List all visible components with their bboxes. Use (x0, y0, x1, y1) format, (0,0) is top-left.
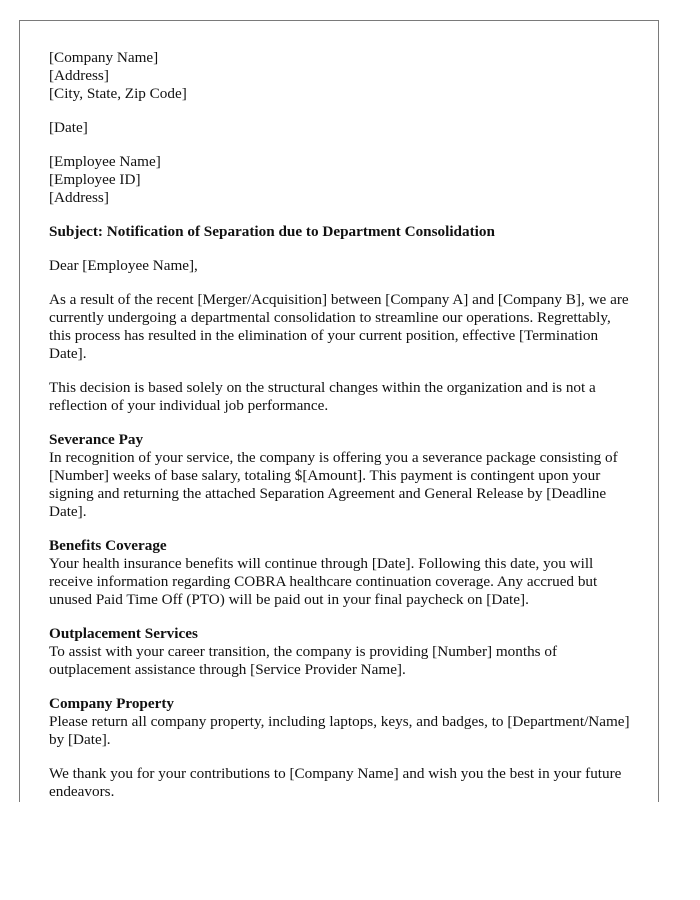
section-title: Outplacement Services (49, 625, 198, 642)
section-body: Your health insurance benefits will continue through [Date]. Following this date, you will receive information regarding COBRA healthcare continuation coverage. Any accrued but unused Paid Time Off (PTO) will be paid out in your final paycheck on [Date]. (49, 555, 598, 608)
sender-city-state-zip: [City, State, Zip Code] (49, 85, 187, 102)
section-body: In recognition of your service, the company is offering you a severance package consisting of [Number] weeks of base salary, totaling $[Amount]. This payment is contingent upon your signing and returning the attached Separation Agreement and General Release by [Deadline Date]. (49, 449, 618, 520)
sender-block (49, 49, 630, 103)
sender-company-name: [Company Name] (49, 49, 159, 66)
section-benefits-coverage (49, 537, 630, 609)
recipient-employee-name: [Employee Name] (49, 153, 161, 170)
recipient-address: [Address] (49, 189, 109, 206)
letter-date (49, 119, 630, 137)
decision-paragraph: This decision is based solely on the structural changes within the organization and is not a reflection of your individual job performance. (49, 379, 596, 414)
letter-page (19, 20, 659, 802)
section-company-property (49, 695, 630, 749)
intro-paragraph: As a result of the recent [Merger/Acquisition] between [Company A] and [Company B], we are currently undergoing a departmental consolidation to streamline our operations. Regrettably, this process has resulted in the elimination of your current position, effective [Termination Date]. (49, 291, 629, 362)
sender-address: [Address] (49, 67, 109, 84)
date-text: [Date] (49, 119, 88, 136)
section-body: Please return all company property, including laptops, keys, and badges, to [Department/Name] by [Date]. (49, 713, 630, 748)
section-title: Benefits Coverage (49, 537, 167, 554)
salutation: Dear [Employee Name], (49, 257, 198, 274)
closing-paragraph: We thank you for your contributions to [Company Name] and wish you the best in your future endeavors. (49, 765, 622, 800)
recipient-block (49, 153, 630, 207)
section-outplacement-services (49, 625, 630, 679)
subject-line: Subject: Notification of Separation due to Department Consolidation (49, 223, 495, 240)
section-title: Company Property (49, 695, 175, 712)
section-body: To assist with your career transition, the company is providing [Number] months of outplacement assistance through [Service Provider Name]. (49, 643, 558, 678)
section-title: Severance Pay (49, 431, 144, 448)
section-severance-pay (49, 431, 630, 521)
recipient-employee-id: [Employee ID] (49, 171, 141, 188)
